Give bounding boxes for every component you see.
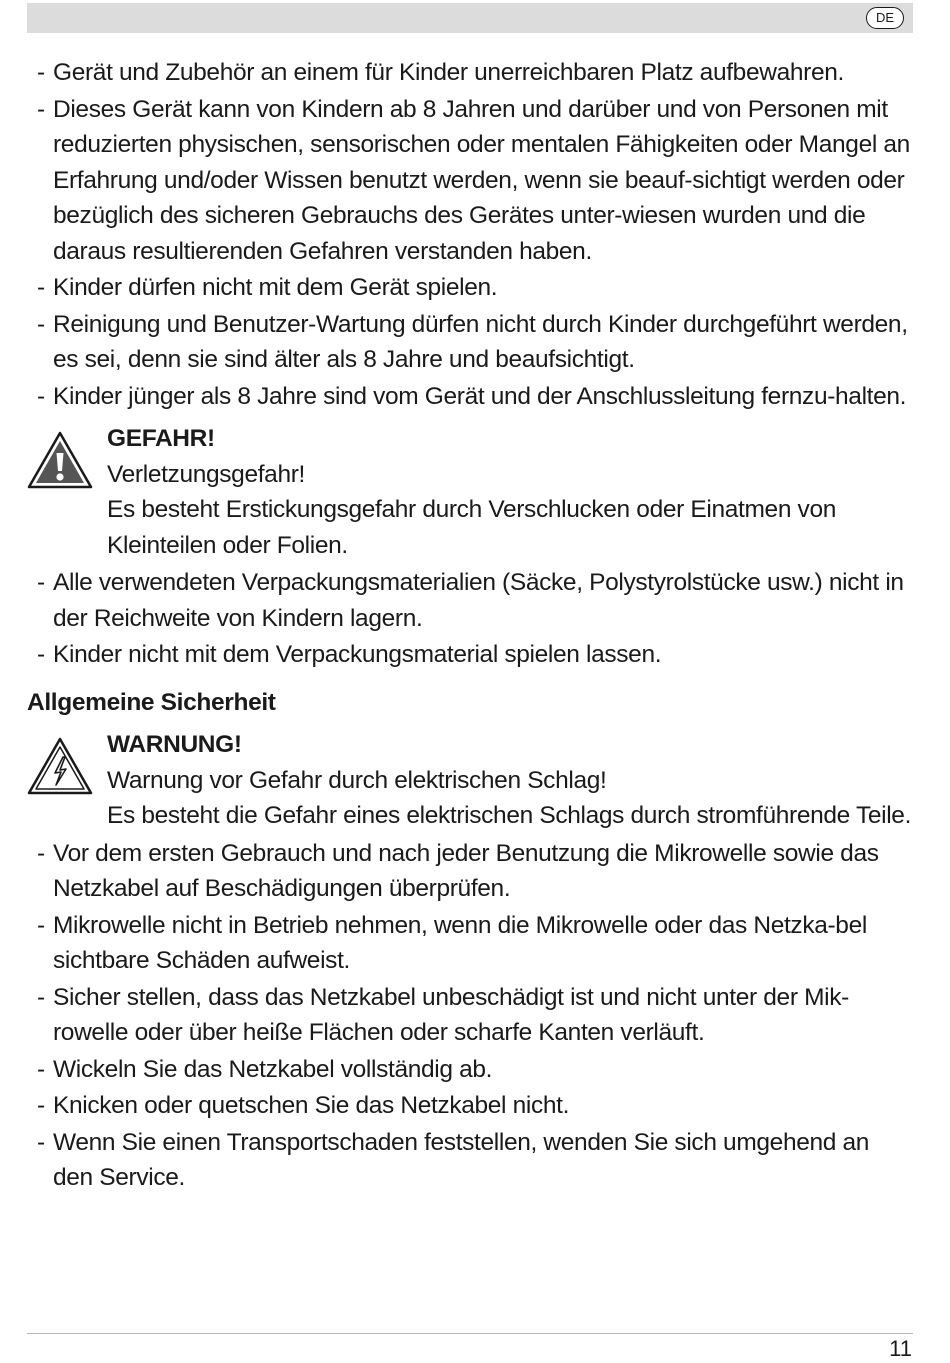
danger-subtitle: Verletzungsgefahr! (107, 460, 306, 488)
footer-divider (27, 1333, 913, 1334)
language-badge: DE (866, 7, 904, 29)
list-item: - Reinigung und Benutzer-Wartung dürfen nicht durch Kinder durchgeführt werden, es sei, denn sie sind älter als 8 Jahre und beaufsichtigt. (37, 310, 908, 373)
list-item: - Knicken oder quetschen Sie das Netzkabel nicht. (37, 1092, 570, 1119)
electric-shock-warning-icon (27, 737, 93, 795)
list-item: - Gerät und Zubehör an einem für Kinder unerreichbaren Platz aufbewahren. (37, 59, 844, 86)
children-safety-list (27, 55, 913, 414)
list-item: - Sicher stellen, dass das Netzkabel unbeschädigt ist und nicht unter der Mik-rowelle oder über heiße Flächen oder scharfe Kanten verläuft. (37, 983, 849, 1046)
danger-title: GEFAHR! (107, 425, 215, 452)
list-item: - Wickeln Sie das Netzkabel vollständig ab. (37, 1055, 493, 1083)
warning-title: WARNUNG! (107, 731, 242, 758)
list-item: - Vor dem ersten Gebrauch und nach jeder Benutzung die Mikrowelle sowie das Netzkabel auf Beschädigungen überprüfen. (37, 839, 879, 902)
general-safety-list (27, 836, 913, 1196)
list-item: - Kinder nicht mit dem Verpackungsmaterial spielen lassen. (37, 641, 662, 668)
list-item: - Dieses Gerät kann von Kindern ab 8 Jahren und darüber und von Personen mit reduzierten physischen, sensorischen oder mentalen Fähigkeiten oder Mangel an Erfahrung und/oder Wissen benutzt werden, wenn sie beauf-sichtigt werden oder bezüglich des sicheren Gebrauchs des Gerätes unter-wiesen wurden und die daraus resultierenden Gefahren verstanden haben. (37, 95, 910, 265)
warning-notice (27, 727, 913, 834)
list-item: - Kinder jünger als 8 Jahre sind vom Gerät und der Anschlussleitung fernzu-halten. (37, 382, 907, 410)
list-item: - Mikrowelle nicht in Betrieb nehmen, wenn die Mikrowelle oder das Netzka-bel sichtbare Schäden aufweist. (37, 911, 867, 974)
packaging-list (27, 565, 913, 673)
danger-notice (27, 421, 913, 563)
exclamation-warning-icon (27, 431, 93, 489)
page-number: 11 (889, 1336, 912, 1361)
list-item: - Alle verwendeten Verpackungsmaterialien (Säcke, Polystyrolstücke usw.) nicht in der Reichweite von Kindern lagern. (37, 569, 904, 632)
warning-text: Es besteht die Gefahr eines elektrischen Schlags durch stromführende Teile. (107, 802, 912, 829)
section-heading: Allgemeine Sicherheit (27, 688, 276, 716)
danger-text: Es besteht Erstickungsgefahr durch Verschlucken oder Einatmen von Kleinteilen oder Folien. (107, 496, 836, 559)
header-bar (27, 3, 913, 33)
list-item: - Wenn Sie einen Transportschaden feststellen, wenden Sie sich umgehend an den Service. (37, 1128, 870, 1191)
page-content (27, 55, 913, 1197)
list-item: - Kinder dürfen nicht mit dem Gerät spielen. (37, 274, 498, 301)
warning-subtitle: Warnung vor Gefahr durch elektrischen Schlag! (107, 766, 607, 794)
